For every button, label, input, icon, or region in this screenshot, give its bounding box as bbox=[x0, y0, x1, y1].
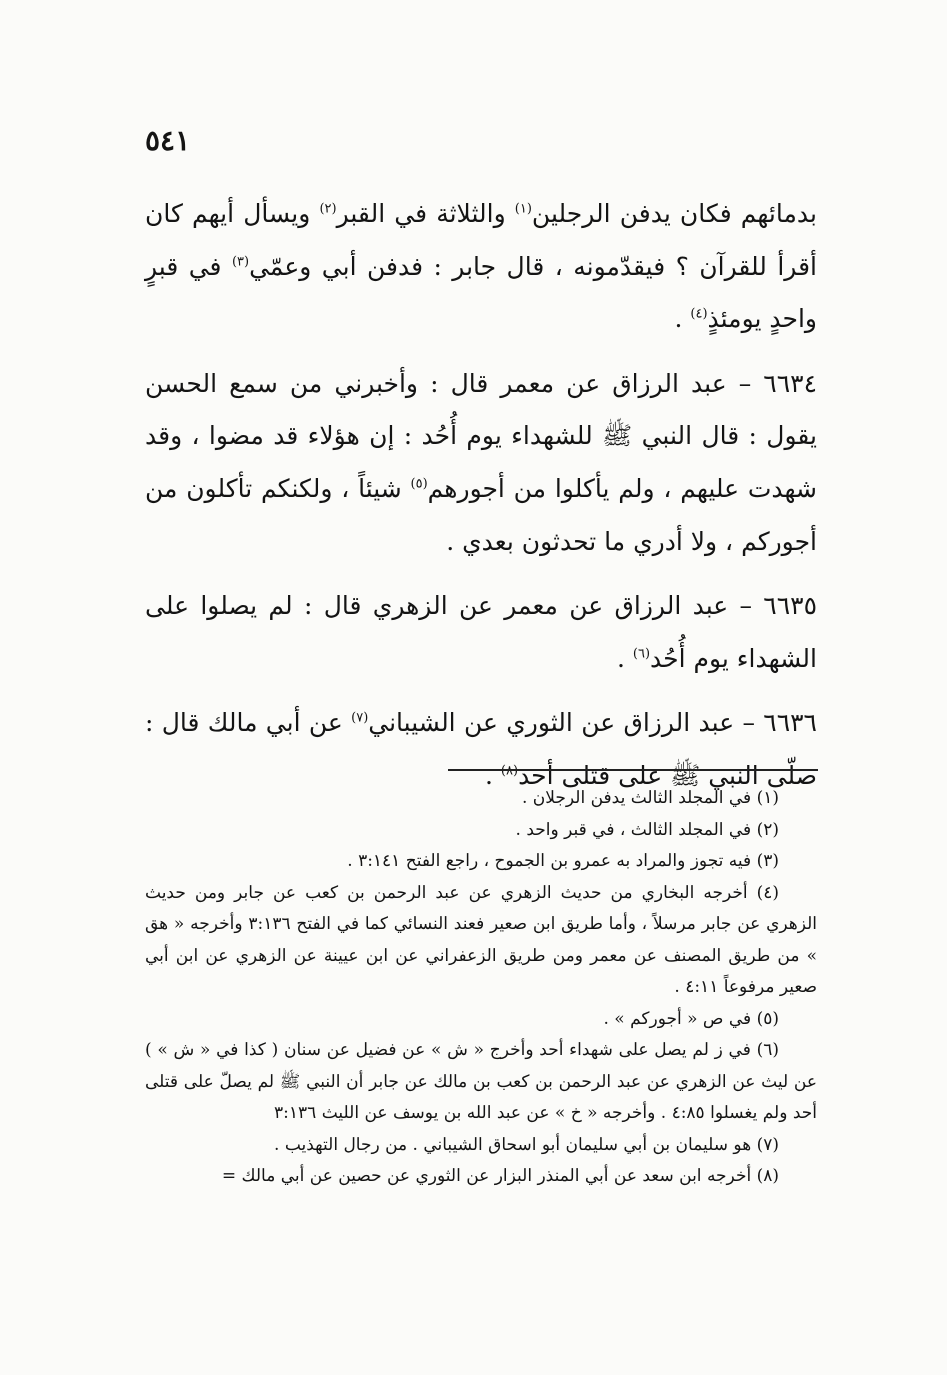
footnote-3: (٣) فيه تجوز والمراد به عمرو بن الجموح ، راجع الفتح ٣:١٤١ . bbox=[347, 851, 779, 871]
footnote-5: (٥) في ص « أجوركم » . bbox=[603, 1008, 779, 1029]
footnote-7: (٧) هو سليمان بن أبي سليمان أبو اسحاق الشيباني . من رجال التهذيب . bbox=[274, 1134, 779, 1155]
footnote-ref: (٤) bbox=[690, 306, 708, 322]
hadith-6634 bbox=[145, 358, 817, 568]
text-segment: ويسأل أيهم كان أقرأ للقرآن ؟ فيقدّمونه ، قال جابر : فدفن أبي وعمّي bbox=[145, 199, 817, 281]
hadith-text: . bbox=[616, 643, 633, 673]
footnote-divider bbox=[448, 769, 818, 771]
footnote-ref: (٢) bbox=[319, 201, 337, 217]
hadith-text: . bbox=[485, 760, 501, 790]
text-segment: بدمائهم فكان يدفن الرجلين bbox=[531, 199, 817, 228]
page-number: ٥٤١ bbox=[145, 124, 191, 157]
footnote-ref: (٣) bbox=[231, 254, 250, 270]
main-text bbox=[145, 188, 817, 815]
footnote-8: (٨) أخرجه ابن سعد عن أبي المنذر البزار عن الثوري عن حصين عن أبي مالك = bbox=[221, 1166, 779, 1186]
hadith-text: شيئاً ، ولكنكم تأكلون من أجوركم ، ولا أدري ما تحدثون بعدي . bbox=[145, 473, 817, 556]
text-segment: والثلاثة في القبر bbox=[336, 199, 515, 228]
footnote-ref: (٦) bbox=[632, 646, 651, 662]
footnote-1: (١) في المجلد الثالث يدفن الرجلان . bbox=[521, 788, 779, 808]
text-segment: . bbox=[674, 304, 691, 334]
footnote-6: (٦) في ز لم يصل على شهداء أحد وأخرج « ش » عن فضيل عن سنان ( كذا في « ش » ) عن ليث عن الزهري عن عبد الرحمن بن كعب بن مالك عن جابر أن النبي ﷺ لم يصلّ على قتلى أحد ولم يغسلوا ٤:٨٥ . وأخرجه « خ » عن عبد الله بن يوسف عن الليث ٣:١٣٦ bbox=[145, 1040, 817, 1123]
footnote-2: (٢) في المجلد الثالث ، في قبر واحد . bbox=[515, 819, 779, 840]
footnote-4: (٤) أخرجه البخاري من حديث الزهري عن عبد الرحمن بن كعب عن جابر ومن حديث الزهري عن جابر مرسلاً ، وأما طريق ابن صعير فعند النسائي كما في الفتح ٣:١٣٦ وأخرجه « هق » من طريق المصنف عن معمر ومن طريق الزعفراني عن ابن عيينة عن الزهري عن ابن أبي صعير مرفوعاً ٤:١١ . bbox=[145, 882, 817, 997]
hadith-text: ٦٦٣٤ – عبد الرزاق عن معمر قال : وأخبرني من سمع الحسن يقول : قال النبي ﷺ للشهداء يوم أُحُد : إن هؤلاء قد مضوا ، وقد شهدت عليهم ، ولم يأكلوا من أجورهم bbox=[145, 368, 817, 503]
footnote-ref: (٨) bbox=[500, 763, 519, 779]
hadith-text: ٦٦٣٦ – عبد الرزاق عن الثوري عن الشيباني bbox=[368, 708, 817, 738]
footnote-ref: (١) bbox=[514, 201, 532, 217]
text-segment: في قبرٍ واحدٍ يومئذٍ bbox=[145, 251, 817, 334]
footnote-ref: (٥) bbox=[410, 476, 428, 492]
hadith-6635 bbox=[145, 580, 817, 685]
hadith-text: عن أبي مالك قال : صلّى النبي ﷺ على قتلى أحد bbox=[145, 708, 817, 790]
paragraph-continuation bbox=[145, 188, 817, 346]
footnotes bbox=[145, 783, 817, 1193]
footnote-ref: (٧) bbox=[351, 711, 369, 727]
hadith-text: ٦٦٣٥ – عبد الرزاق عن معمر عن الزهري قال : لم يصلوا على الشهداء يوم أُحُد bbox=[145, 591, 817, 673]
